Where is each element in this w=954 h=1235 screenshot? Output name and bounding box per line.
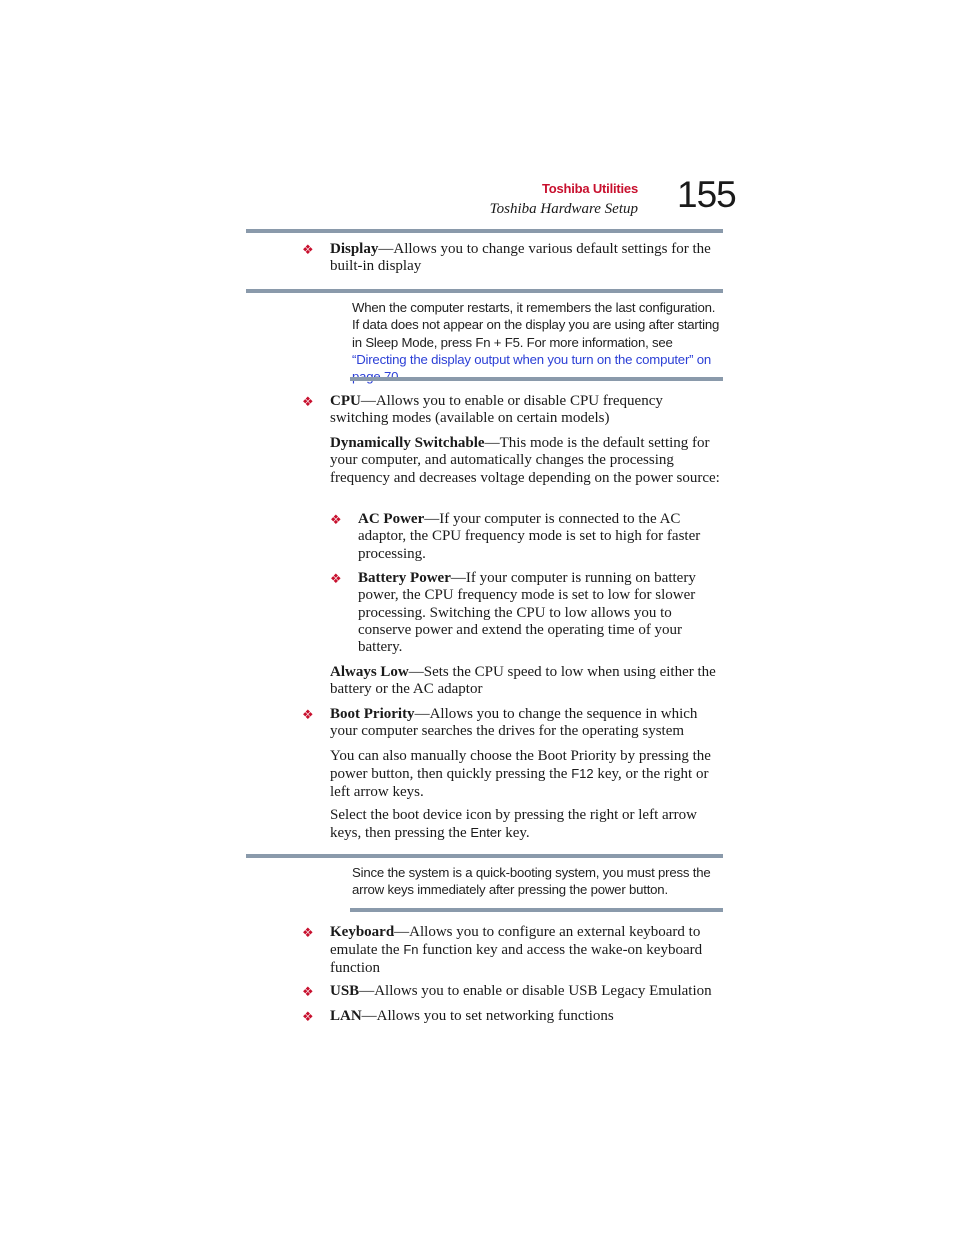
boot-priority-para-1 bbox=[330, 748, 724, 801]
bullet-icon: ❖ bbox=[302, 925, 314, 940]
note-quick-boot: Since the system is a quick-booting system, you must press the arrow keys immediately after pressing the power button. bbox=[352, 865, 711, 898]
keyboard-term: Keyboard bbox=[330, 924, 395, 940]
keyboard-item bbox=[330, 924, 724, 977]
dynamically-switchable-term: Dynamically Switchable bbox=[330, 435, 485, 451]
bullet-icon: ❖ bbox=[302, 707, 314, 722]
bullet-icon: ❖ bbox=[330, 512, 342, 527]
usb-term: USB bbox=[330, 983, 360, 999]
header-rule bbox=[246, 229, 723, 233]
lan-item bbox=[330, 1008, 724, 1025]
note-top-rule bbox=[246, 289, 723, 293]
dynamically-switchable-para bbox=[330, 435, 724, 487]
fn-key: Fn bbox=[403, 942, 419, 958]
boot-para1-text: You can also manually choose the Boot Priority by pressing the power button, then quickly pressing the bbox=[330, 748, 711, 783]
display-term: Display bbox=[330, 241, 379, 257]
page-number: 155 bbox=[677, 174, 736, 215]
battery-power-term: Battery Power bbox=[358, 570, 451, 586]
keyboard-desc-end: function key and access the wake-on keyboard function bbox=[330, 942, 703, 976]
cross-reference-link[interactable]: “Directing the display output when you turn on the computer” on bbox=[352, 351, 712, 367]
bullet-icon: ❖ bbox=[330, 571, 342, 586]
section-title: Toshiba Hardware Setup bbox=[489, 201, 638, 217]
display-desc: —Allows you to change various default settings for the built-in display bbox=[330, 241, 711, 275]
cpu-item bbox=[330, 393, 724, 428]
f12-key: F12 bbox=[571, 766, 594, 782]
always-low-para bbox=[330, 664, 724, 699]
note-bottom-rule bbox=[350, 377, 723, 381]
bullet-icon: ❖ bbox=[302, 394, 314, 409]
usb-desc: —Allows you to enable or disable USB Legacy Emulation bbox=[359, 983, 712, 999]
usb-item bbox=[330, 983, 730, 1000]
bullet-icon: ❖ bbox=[302, 242, 314, 257]
lan-term: LAN bbox=[330, 1008, 362, 1024]
lan-desc: —Allows you to set networking functions bbox=[361, 1008, 614, 1024]
boot-priority-desc: —Allows you to change the sequence in which your computer searches the drives for the operating system bbox=[330, 706, 698, 740]
bullet-icon: ❖ bbox=[302, 1009, 314, 1024]
ac-power-item bbox=[358, 511, 724, 563]
note2-top-rule bbox=[246, 854, 723, 858]
always-low-desc: —Sets the CPU speed to low when using either the battery or the AC adaptor bbox=[330, 664, 716, 698]
note2-bottom-rule bbox=[350, 908, 723, 912]
boot-priority-item bbox=[330, 706, 724, 741]
boot-para2-text: Select the boot device icon by pressing the right or left arrow keys, then pressing the bbox=[330, 807, 697, 842]
ac-power-term: AC Power bbox=[358, 511, 425, 527]
note-restart-text: When the computer restarts, it remembers the last configuration. If data does not appear on the display you are using after starting in Sleep Mode, press Fn + F5. For more information, see bbox=[352, 300, 720, 350]
cpu-desc: —Allows you to enable or disable CPU frequency switching modes (available on certain models) bbox=[330, 393, 663, 427]
bullet-icon: ❖ bbox=[302, 984, 314, 999]
keyboard-desc: —Allows you to configure an external keyboard to emulate the bbox=[330, 924, 701, 959]
always-low-term: Always Low bbox=[330, 664, 409, 680]
boot-para1-end: key, or the right or left arrow keys. bbox=[330, 766, 709, 800]
battery-power-item bbox=[358, 570, 724, 656]
note-restart bbox=[352, 299, 724, 385]
ac-power-desc: —If your computer is connected to the AC adaptor, the CPU frequency mode is set to high for faster processing. bbox=[358, 511, 701, 562]
boot-priority-para-2 bbox=[330, 807, 724, 843]
boot-priority-term: Boot Priority bbox=[330, 706, 415, 722]
enter-key: Enter bbox=[470, 825, 502, 841]
cpu-term: CPU bbox=[330, 393, 361, 409]
battery-power-desc: —If your computer is running on battery power, the CPU frequency mode is set to low for slower processing. Switching the CPU to low allows you to conserve power and extend the operating time of your battery. bbox=[358, 570, 696, 656]
dynamically-switchable-desc: —This mode is the default setting for your computer, and automatically changes the processing frequency and decreases voltage depending on the power source: bbox=[330, 435, 720, 486]
boot-para2-end: key. bbox=[501, 825, 530, 842]
chapter-title: Toshiba Utilities bbox=[541, 181, 638, 196]
display-item bbox=[330, 241, 724, 276]
